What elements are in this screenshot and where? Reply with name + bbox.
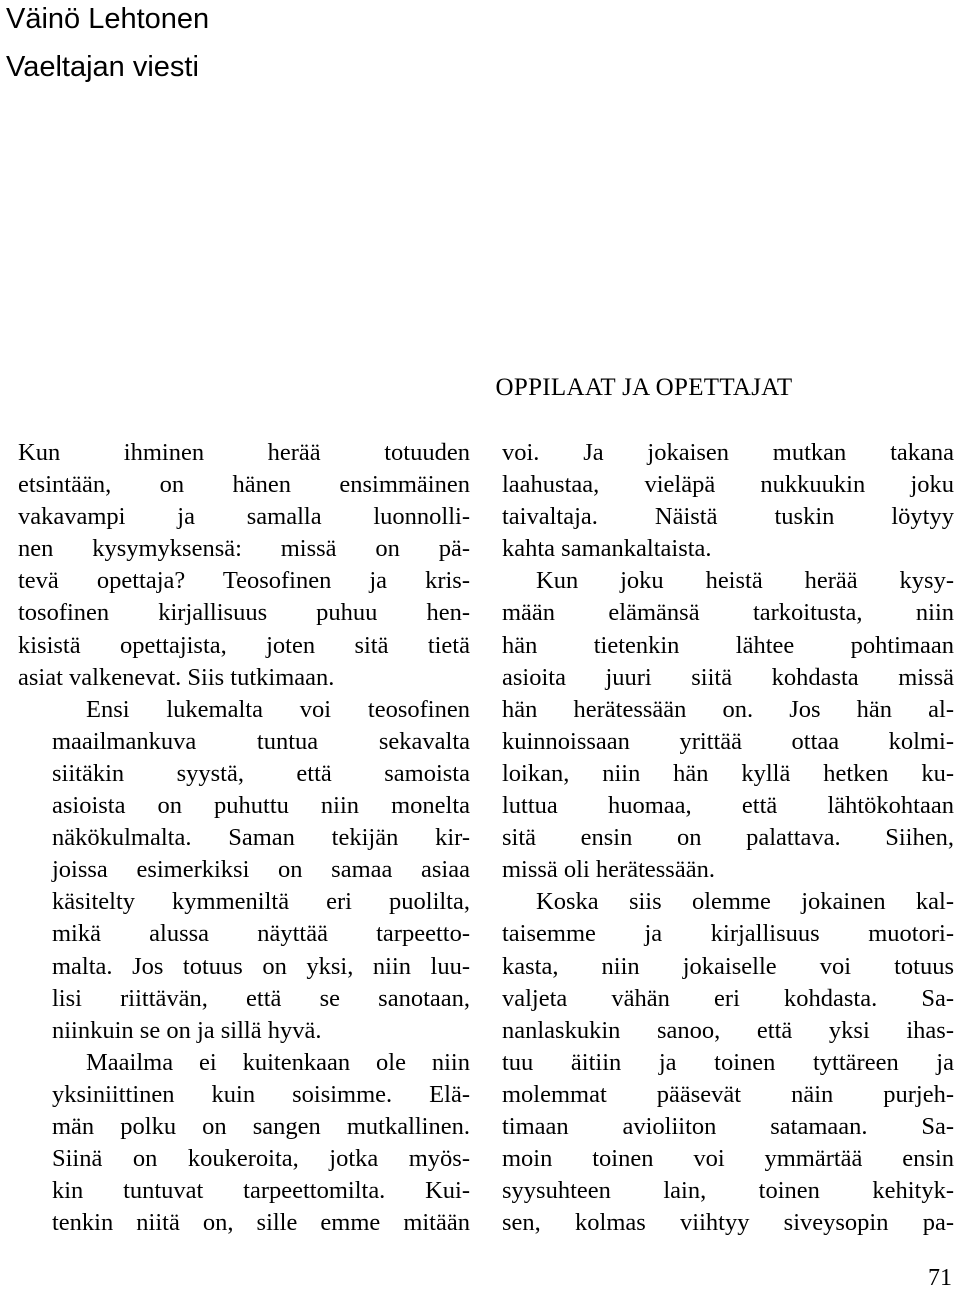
text-line: sen, kolmas viihtyy siveysopin pa-: [502, 1209, 954, 1237]
text-line: voi. Ja jokaisen mutkan takana: [502, 439, 954, 466]
text-line: Maailma ei kuitenkaan ole niin: [86, 1048, 470, 1076]
text-line: laahustaa, vieläpä nukkuukin joku: [502, 471, 954, 499]
text-line: asioita juuri siitä kohdasta missä: [502, 663, 954, 691]
text-line: tuu äitiin ja toinen tyttäreen ja: [502, 1048, 954, 1076]
author-name: Väinö Lehtonen: [6, 3, 210, 35]
paragraph: [502, 437, 954, 565]
text-line: kin tuntuvat tarpeettomilta. Kui-: [52, 1177, 470, 1205]
paragraph: [18, 1047, 470, 1240]
text-line: maailmankuva tuntua sekavalta: [52, 727, 470, 755]
text-line: nen kysymyksensä: missä on pä-: [18, 535, 470, 563]
text-line: taivaltaja. Näistä tuskin löytyy: [502, 503, 954, 531]
text-line: mään elämänsä tarkoitusta, niin: [502, 599, 954, 627]
text-line: hän tietenkin lähtee pohtimaan: [502, 631, 954, 659]
text-line: joissa esimerkiksi on samaa asiaa: [52, 856, 470, 884]
text-line: näkökulmalta. Saman tekijän kir-: [52, 824, 470, 852]
right-text-column: [502, 437, 954, 1239]
page-number: 71: [928, 1265, 952, 1291]
paragraph: [18, 437, 470, 694]
paragraph: [18, 694, 470, 1047]
book-title: Vaeltajan viesti: [6, 51, 199, 83]
text-line: yksiniittinen kuin soisimme. Elä-: [52, 1080, 470, 1108]
text-line: luttua huomaa, että lähtökohtaan: [502, 792, 954, 820]
text-line: syysuhteen lain, toinen kehityk-: [502, 1177, 954, 1205]
text-line: malta. Jos totuus on yksi, niin luu-: [52, 952, 470, 980]
text-line: tevä opettaja? Teosofinen ja kris-: [18, 567, 470, 595]
text-line: nanlaskukin sanoo, että yksi ihas-: [502, 1016, 954, 1044]
text-line: loikan, niin hän kyllä hetken ku-: [502, 759, 954, 787]
text-line: Ensi lukemalta voi teosofinen: [86, 695, 470, 723]
left-text-column: [18, 437, 470, 1239]
text-line: kuinnoissaan yrittää ottaa kolmi-: [502, 727, 954, 755]
chapter-title: OPPILAAT JA OPETTAJAT: [495, 374, 793, 401]
text-line: lisi riittävän, että se sanotaan,: [52, 984, 470, 1012]
text-line: Siinä on koukeroita, jotka myös-: [52, 1145, 470, 1173]
text-line: etsintään, on hänen ensimmäinen: [18, 471, 470, 499]
text-line: kasta, niin jokaiselle voi totuus: [502, 952, 954, 980]
paragraph: [502, 565, 954, 886]
text-line: moin toinen voi ymmärtää ensin: [502, 1145, 954, 1173]
text-line: Kun ihminen herää totuuden: [18, 439, 470, 466]
text-line: siitäkin syystä, että samoista: [52, 759, 470, 787]
text-line: Kun joku heistä herää kysy-: [536, 567, 954, 595]
text-line: tenkin niitä on, sille emme mitään: [52, 1209, 470, 1237]
text-line: sitä ensin on palattava. Siihen,: [502, 824, 954, 852]
text-line: asiat valkenevat. Siis tutkimaan.: [18, 663, 335, 691]
text-line: taisemme ja kirjallisuus muotori-: [502, 920, 954, 948]
text-line: vakavampi ja samalla luonnolli-: [18, 503, 470, 531]
paragraph: [502, 886, 954, 1239]
text-line: timaan avioliiton satamaan. Sa-: [502, 1112, 954, 1140]
text-line: kisistä opettajista, joten sitä tietä: [18, 631, 470, 659]
text-line: asioista on puhuttu niin monelta: [52, 792, 470, 820]
text-line: molemmat pääsevät näin purjeh-: [502, 1080, 954, 1108]
text-line: hän herätessään on. Jos hän al-: [502, 695, 954, 723]
text-line: tosofinen kirjallisuus puhuu hen-: [18, 599, 470, 627]
text-line: valjeta vähän eri kohdasta. Sa-: [502, 984, 954, 1012]
text-line: Koska siis olemme jokainen kal-: [536, 888, 954, 916]
text-line: missä oli herätessään.: [502, 856, 715, 884]
text-line: käsitelty kymmeniltä eri puolilta,: [52, 888, 470, 916]
text-line: niinkuin se on ja sillä hyvä.: [52, 1016, 322, 1044]
text-line: mikä alussa näyttää tarpeetto-: [52, 920, 470, 948]
text-line: män polku on sangen mutkallinen.: [52, 1112, 470, 1140]
text-line: kahta samankaltaista.: [502, 535, 712, 563]
